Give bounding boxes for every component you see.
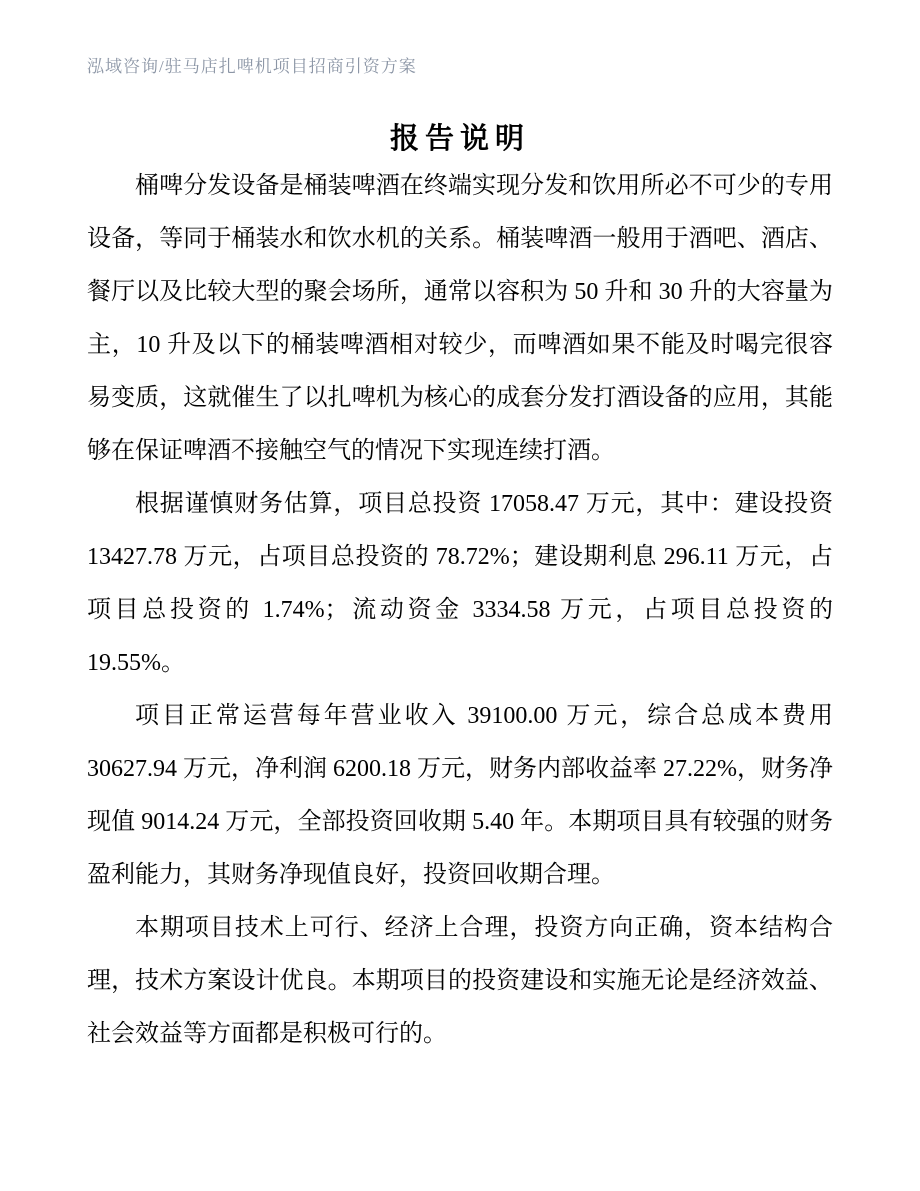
document-header: 泓域咨询/驻马店扎啤机项目招商引资方案 <box>87 57 417 76</box>
document-body <box>87 160 833 1061</box>
paragraph: 根据谨慎财务估算，项目总投资 17058.47 万元，其中：建设投资 13427.78 万元，占项目总投资的 78.72%；建设期利息 296.11 万元，占项目总投资的 1.74%；流动资金 3334.58 万元，占项目总投资的 19.55%。 <box>87 491 833 676</box>
paragraph: 项目正常运营每年营业收入 39100.00 万元，综合总成本费用 30627.94 万元，净利润 6200.18 万元，财务内部收益率 27.22%，财务净现值 9014.24 万元，全部投资回收期 5.40 年。本期项目具有较强的财务盈利能力，其财务净现值良好，投资回收期合理。 <box>87 703 833 888</box>
paragraph: 本期项目技术上可行、经济上合理，投资方向正确，资本结构合理，技术方案设计优良。本期项目的投资建设和实施无论是经济效益、社会效益等方面都是积极可行的。 <box>87 915 833 1047</box>
page-title: 报告说明 <box>389 123 530 155</box>
paragraph: 桶啤分发设备是桶装啤酒在终端实现分发和饮用所必不可少的专用设备，等同于桶装水和饮水机的关系。桶装啤酒一般用于酒吧、酒店、餐厅以及比较大型的聚会场所，通常以容积为 50 升和 30 升的大容量为主，10 升及以下的桶装啤酒相对较少，而啤酒如果不能及时喝完很容易变质，这就催生了以扎啤机为核心的成套分发打酒设备的应用，其能够在保证啤酒不接触空气的情况下实现连续打酒。 <box>87 173 833 464</box>
